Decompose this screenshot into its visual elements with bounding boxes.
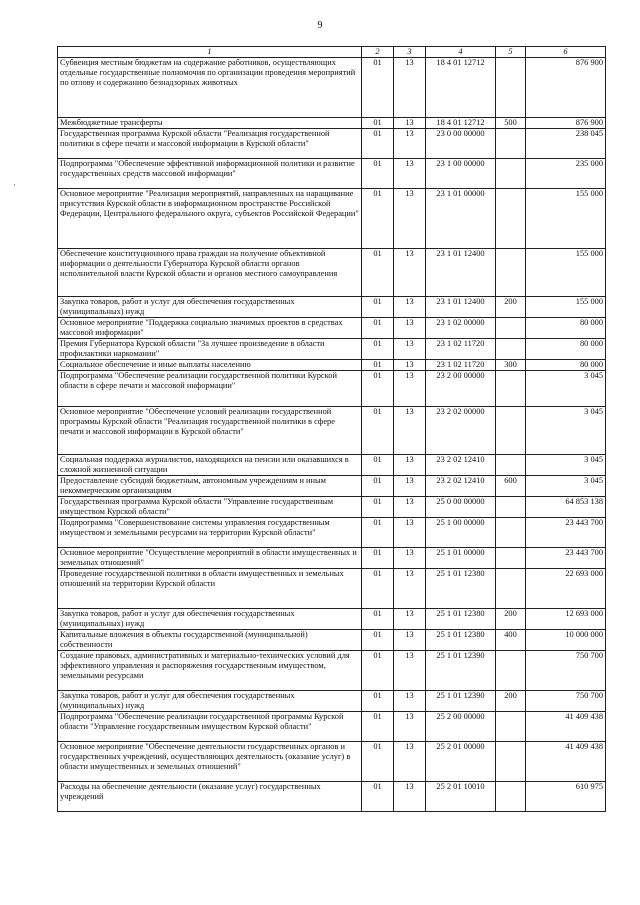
row-subsection-cell: 13 — [394, 118, 426, 129]
row-subsection-cell: 13 — [394, 691, 426, 712]
row-subsection-cell: 13 — [394, 782, 426, 812]
table-row — [58, 159, 606, 189]
row-expense-type-cell — [496, 407, 526, 455]
budget-table — [57, 46, 606, 812]
row-amount-cell: 876 900 — [526, 118, 606, 129]
row-section-cell: 01 — [362, 518, 394, 548]
row-name-cell: Социальное обеспечение и иные выплаты населению — [58, 360, 362, 371]
row-section-cell: 01 — [362, 476, 394, 497]
row-subsection-cell: 13 — [394, 407, 426, 455]
row-amount-cell: 64 853 138 — [526, 497, 606, 518]
row-target-code-cell: 23 1 01 12400 — [426, 249, 496, 297]
row-section-cell: 01 — [362, 782, 394, 812]
row-target-code-cell: 25 1 01 12380 — [426, 609, 496, 630]
row-amount-cell: 80 000 — [526, 360, 606, 371]
row-amount-cell: 23 443 700 — [526, 518, 606, 548]
row-subsection-cell: 13 — [394, 651, 426, 691]
col-header-1: 1 — [58, 47, 362, 58]
row-expense-type-cell — [496, 712, 526, 742]
row-name-cell: Социальная поддержка журналистов, находящихся на пенсии или оказавшихся в сложной жизненной ситуации — [58, 455, 362, 476]
row-target-code-cell: 25 1 01 12390 — [426, 691, 496, 712]
row-expense-type-cell — [496, 58, 526, 118]
table-header-row — [58, 47, 606, 58]
row-subsection-cell: 13 — [394, 609, 426, 630]
row-amount-cell: 41 409 438 — [526, 712, 606, 742]
row-amount-cell: 3 045 — [526, 407, 606, 455]
row-section-cell: 01 — [362, 455, 394, 476]
row-target-code-cell: 25 1 01 12390 — [426, 651, 496, 691]
row-subsection-cell: 13 — [394, 189, 426, 249]
row-subsection-cell: 13 — [394, 58, 426, 118]
table-row — [58, 189, 606, 249]
row-amount-cell: 238 045 — [526, 129, 606, 159]
table-row — [58, 609, 606, 630]
col-header-2: 2 — [362, 47, 394, 58]
row-subsection-cell: 13 — [394, 476, 426, 497]
row-target-code-cell: 23 2 00 00000 — [426, 371, 496, 407]
row-section-cell: 01 — [362, 742, 394, 782]
row-section-cell: 01 — [362, 651, 394, 691]
row-name-cell: Основное мероприятие "Реализация мероприятий, направленных на наращивание присутствия Курской области в информационном пространстве Российской Федерации, Центрального федерального округа, субъектов Российской Федерации" — [58, 189, 362, 249]
table-row — [58, 360, 606, 371]
row-name-cell: Подпрограмма "Обеспечение реализации государственной программы Курской области "Управление государственным имуществом Курской области" — [58, 712, 362, 742]
row-expense-type-cell: 300 — [496, 360, 526, 371]
row-name-cell: Предоставление субсидий бюджетным, автономным учреждениям и иным некоммерческим организациям — [58, 476, 362, 497]
table-row — [58, 118, 606, 129]
row-section-cell: 01 — [362, 118, 394, 129]
row-subsection-cell: 13 — [394, 318, 426, 339]
row-target-code-cell: 23 2 02 00000 — [426, 407, 496, 455]
row-amount-cell: 155 000 — [526, 189, 606, 249]
table-row — [58, 129, 606, 159]
row-amount-cell: 10 000 000 — [526, 630, 606, 651]
table-row — [58, 630, 606, 651]
table-row — [58, 742, 606, 782]
row-name-cell: Капитальные вложения в объекты государственной (муниципальной) собственности — [58, 630, 362, 651]
row-subsection-cell: 13 — [394, 712, 426, 742]
row-expense-type-cell — [496, 782, 526, 812]
row-amount-cell: 3 045 — [526, 476, 606, 497]
row-amount-cell: 3 045 — [526, 371, 606, 407]
row-name-cell: Основное мероприятие "Обеспечение деятельности государственных органов и государственных учреждений, осуществляющих деятельность (оказание услуг) в области имущественных и земельных отношений" — [58, 742, 362, 782]
row-expense-type-cell — [496, 189, 526, 249]
row-section-cell: 01 — [362, 569, 394, 609]
table-row — [58, 476, 606, 497]
table-row — [58, 518, 606, 548]
row-name-cell: Закупка товаров, работ и услуг для обеспечения государственных (муниципальных) нужд — [58, 297, 362, 318]
row-subsection-cell: 13 — [394, 455, 426, 476]
col-header-4: 4 — [426, 47, 496, 58]
row-section-cell: 01 — [362, 360, 394, 371]
row-target-code-cell: 23 1 01 12400 — [426, 297, 496, 318]
row-expense-type-cell — [496, 651, 526, 691]
row-subsection-cell: 13 — [394, 360, 426, 371]
col-header-5: 5 — [496, 47, 526, 58]
row-amount-cell: 750 700 — [526, 651, 606, 691]
row-target-code-cell: 25 1 01 12380 — [426, 569, 496, 609]
table-row — [58, 455, 606, 476]
row-name-cell: Подпрограмма "Совершенствование системы управления государственным имуществом и земельными ресурсами на территории Курской области" — [58, 518, 362, 548]
row-section-cell: 01 — [362, 548, 394, 569]
table-row — [58, 58, 606, 118]
row-expense-type-cell — [496, 318, 526, 339]
row-expense-type-cell — [496, 339, 526, 360]
row-name-cell: Государственная программа Курской области "Реализация государственной политики в сфере печати и массовой информации в Курской области" — [58, 129, 362, 159]
row-target-code-cell: 23 1 02 11720 — [426, 360, 496, 371]
row-subsection-cell: 13 — [394, 339, 426, 360]
row-expense-type-cell — [496, 548, 526, 569]
row-amount-cell: 876 900 — [526, 58, 606, 118]
row-amount-cell: 610 975 — [526, 782, 606, 812]
row-name-cell: Подпрограмма "Обеспечение реализации государственной политики Курской области в сфере печати и массовой информации" — [58, 371, 362, 407]
row-target-code-cell: 23 0 00 00000 — [426, 129, 496, 159]
row-expense-type-cell — [496, 455, 526, 476]
row-target-code-cell: 25 1 01 00000 — [426, 548, 496, 569]
row-subsection-cell: 13 — [394, 371, 426, 407]
row-name-cell: Обеспечение конституционного права граждан на получение объективной информации о деятельности Губернатора Курской области органов исполнительной власти Курской области и органов местного самоуправления — [58, 249, 362, 297]
row-target-code-cell: 25 2 00 00000 — [426, 712, 496, 742]
row-section-cell: 01 — [362, 712, 394, 742]
row-subsection-cell: 13 — [394, 159, 426, 189]
row-target-code-cell: 25 1 01 12380 — [426, 630, 496, 651]
row-name-cell: Государственная программа Курской области "Управление государственным имуществом Курской области" — [58, 497, 362, 518]
table-row — [58, 339, 606, 360]
table-row — [58, 318, 606, 339]
row-expense-type-cell: 200 — [496, 691, 526, 712]
row-expense-type-cell — [496, 497, 526, 518]
row-target-code-cell: 23 2 02 12410 — [426, 455, 496, 476]
row-section-cell: 01 — [362, 497, 394, 518]
row-expense-type-cell: 400 — [496, 630, 526, 651]
row-target-code-cell: 23 1 01 00000 — [426, 189, 496, 249]
row-section-cell: 01 — [362, 407, 394, 455]
col-header-3: 3 — [394, 47, 426, 58]
table-row — [58, 249, 606, 297]
row-section-cell: 01 — [362, 609, 394, 630]
row-section-cell: 01 — [362, 159, 394, 189]
table-row — [58, 782, 606, 812]
row-amount-cell: 22 693 000 — [526, 569, 606, 609]
table-row — [58, 691, 606, 712]
row-expense-type-cell: 500 — [496, 118, 526, 129]
row-name-cell: Субвенция местным бюджетам на содержание работников, осуществляющих отдельные государственные полномочия по организации проведения мероприятий по отлову и содержанию безнадзорных животных — [58, 58, 362, 118]
row-expense-type-cell — [496, 159, 526, 189]
row-target-code-cell: 25 1 00 00000 — [426, 518, 496, 548]
row-name-cell: Основное мероприятие "Осуществление мероприятий в области имущественных и земельных отношений" — [58, 548, 362, 569]
row-amount-cell: 12 693 000 — [526, 609, 606, 630]
row-name-cell: Подпрограмма "Обеспечение эффективной информационной политики и развитие государственных средств массовой информации" — [58, 159, 362, 189]
row-name-cell: Расходы на обеспечение деятельности (оказание услуг) государственных учреждений — [58, 782, 362, 812]
row-name-cell: Основное мероприятие "Обеспечение условий реализации государственной программы Курской области "Реализация государственной политики в сфере печати и массовой информации в Курской области" — [58, 407, 362, 455]
row-expense-type-cell — [496, 569, 526, 609]
row-amount-cell: 80 000 — [526, 339, 606, 360]
row-name-cell: Межбюджетные трансферты — [58, 118, 362, 129]
stray-mark: · — [13, 180, 16, 190]
row-expense-type-cell: 200 — [496, 609, 526, 630]
row-name-cell: Проведение государственной политики в области имущественных и земельных отношений на территории Курской области — [58, 569, 362, 609]
row-subsection-cell: 13 — [394, 630, 426, 651]
row-subsection-cell: 13 — [394, 129, 426, 159]
row-expense-type-cell — [496, 371, 526, 407]
row-section-cell: 01 — [362, 129, 394, 159]
page-number: 9 — [317, 20, 323, 31]
row-target-code-cell: 23 1 00 00000 — [426, 159, 496, 189]
col-header-6: 6 — [526, 47, 606, 58]
row-section-cell: 01 — [362, 297, 394, 318]
row-section-cell: 01 — [362, 249, 394, 297]
row-section-cell: 01 — [362, 691, 394, 712]
row-subsection-cell: 13 — [394, 497, 426, 518]
table-row — [58, 497, 606, 518]
table-row — [58, 407, 606, 455]
row-subsection-cell: 13 — [394, 249, 426, 297]
row-amount-cell: 23 443 700 — [526, 548, 606, 569]
table-row — [58, 297, 606, 318]
row-section-cell: 01 — [362, 58, 394, 118]
row-name-cell: Создание правовых, административных и материально-технических условий для эффективного управления и распоряжения государственным имуществом, земельными ресурсами — [58, 651, 362, 691]
row-expense-type-cell — [496, 129, 526, 159]
row-expense-type-cell: 600 — [496, 476, 526, 497]
row-target-code-cell: 23 1 02 11720 — [426, 339, 496, 360]
row-target-code-cell: 25 0 00 00000 — [426, 497, 496, 518]
row-subsection-cell: 13 — [394, 518, 426, 548]
row-subsection-cell: 13 — [394, 548, 426, 569]
row-section-cell: 01 — [362, 189, 394, 249]
row-name-cell: Основное мероприятие "Поддержка социально значимых проектов в средствах массовой информации" — [58, 318, 362, 339]
row-name-cell: Закупка товаров, работ и услуг для обеспечения государственных (муниципальных) нужд — [58, 691, 362, 712]
table-row — [58, 371, 606, 407]
row-target-code-cell: 23 2 02 12410 — [426, 476, 496, 497]
row-target-code-cell: 25 2 01 10010 — [426, 782, 496, 812]
row-expense-type-cell: 200 — [496, 297, 526, 318]
row-amount-cell: 750 700 — [526, 691, 606, 712]
table-row — [58, 569, 606, 609]
row-target-code-cell: 18 4 01 12712 — [426, 58, 496, 118]
row-amount-cell: 3 045 — [526, 455, 606, 476]
row-expense-type-cell — [496, 518, 526, 548]
row-name-cell: Закупка товаров, работ и услуг для обеспечения государственных (муниципальных) нужд — [58, 609, 362, 630]
row-amount-cell: 80 000 — [526, 318, 606, 339]
row-amount-cell: 155 000 — [526, 249, 606, 297]
row-target-code-cell: 23 1 02 00000 — [426, 318, 496, 339]
row-name-cell: Премия Губернатора Курской области "За лучшее произведение в области профилактики наркомании" — [58, 339, 362, 360]
table-row — [58, 548, 606, 569]
row-target-code-cell: 18 4 01 12712 — [426, 118, 496, 129]
row-subsection-cell: 13 — [394, 569, 426, 609]
table-row — [58, 712, 606, 742]
row-subsection-cell: 13 — [394, 297, 426, 318]
row-amount-cell: 155 000 — [526, 297, 606, 318]
row-amount-cell: 235 000 — [526, 159, 606, 189]
row-target-code-cell: 25 2 01 00000 — [426, 742, 496, 782]
row-subsection-cell: 13 — [394, 742, 426, 782]
row-expense-type-cell — [496, 742, 526, 782]
row-section-cell: 01 — [362, 318, 394, 339]
row-section-cell: 01 — [362, 371, 394, 407]
row-amount-cell: 41 409 438 — [526, 742, 606, 782]
row-section-cell: 01 — [362, 339, 394, 360]
row-expense-type-cell — [496, 249, 526, 297]
table-row — [58, 651, 606, 691]
row-section-cell: 01 — [362, 630, 394, 651]
